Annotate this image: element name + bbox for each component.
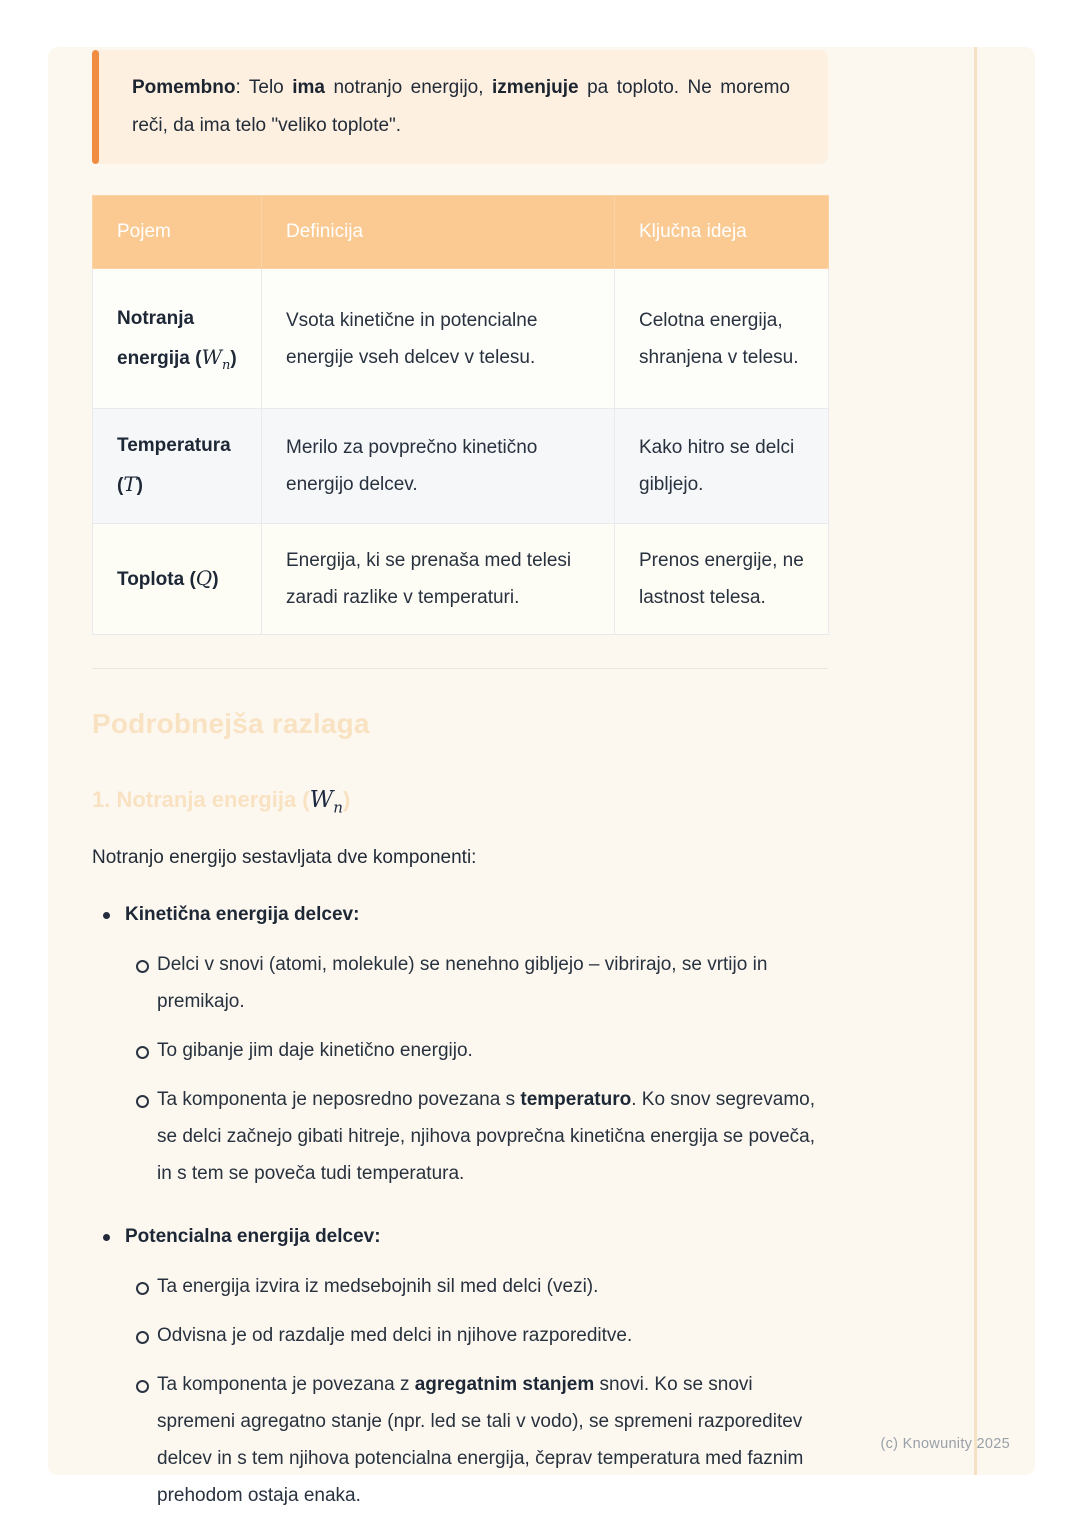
math-symbol: T (123, 472, 137, 496)
bullet-group-kineticna (92, 896, 828, 1192)
page-edge-divider (974, 47, 977, 1475)
section-divider (92, 668, 828, 669)
list-item: Odvisna je od razdalje med delci in njihove razporeditve. (92, 1317, 828, 1354)
definition-cell: Merilo za povprečno kinetično energijo delcev. (262, 409, 615, 524)
copyright-notice: (c) Knowunity 2025 (880, 1436, 1010, 1452)
sub-bullet-list (92, 1268, 828, 1514)
term-cell: Toplota (Q) (93, 524, 262, 635)
definition-cell: Energija, ki se prenaša med telesi zaradi razlike v temperaturi. (262, 524, 615, 635)
important-callout (92, 50, 828, 164)
math-symbol: Q (195, 566, 213, 590)
table-row (93, 269, 829, 409)
table-row (93, 409, 829, 524)
intro-paragraph: Notranjo energijo sestavljata dve komponenti: (92, 847, 477, 868)
list-item: Delci v snovi (atomi, molekule) se nenehno gibljejo – vibrirajo, se vrtijo in premikajo. (92, 946, 828, 1020)
table-row (93, 524, 829, 635)
term-cell: Temperatura (T) (93, 409, 262, 524)
bullet-group-title: Kinetična energija delcev: (92, 896, 828, 934)
bullet-group-potencialna (92, 1218, 828, 1514)
subsection-title: 1. Notranja energija $(W_n)$ (92, 787, 351, 817)
table-header-row (93, 196, 829, 269)
idea-cell: Prenos energije, ne lastnost telesa. (615, 524, 829, 635)
list-item: To gibanje jim daje kinetično energijo. (92, 1032, 828, 1069)
concepts-table (92, 195, 829, 635)
section-title: Podrobnejša razlaga (92, 708, 370, 739)
list-item: Ta komponenta je neposredno povezana s temperaturo. Ko snov segrevamo, se delci začnejo gibati hitreje, njihova povprečna kinetična energija se poveča, in s tem se poveča tudi temperatura. (92, 1081, 828, 1192)
definition-cell: Vsota kinetične in potencialne energije vseh delcev v telesu. (262, 269, 615, 409)
term-cell: Notranja energija $(W_n)$ (93, 269, 262, 409)
bullet-group-title: Potencialna energija delcev: (92, 1218, 828, 1256)
callout-lead: Pomembno (132, 77, 236, 98)
idea-cell: Kako hitro se delci gibljejo. (615, 409, 829, 524)
idea-cell: Celotna energija, shranjena v telesu. (615, 269, 829, 409)
callout-text: Pomembno: Telo ima notranjo energijo, izmenjuje pa toploto. Ne moremo reči, da ima telo "veliko toplote". (132, 77, 790, 136)
column-header-kljucna-ideja: Ključna ideja (615, 196, 829, 269)
column-header-pojem: Pojem (93, 196, 262, 269)
callout-accent-bar (92, 50, 99, 164)
document-content (92, 47, 828, 1514)
list-item: Ta energija izvira iz medsebojnih sil med delci (vezi). (92, 1268, 828, 1305)
list-item: Ta komponenta je povezana z agregatnim stanjem snovi. Ko se snovi spremeni agregatno stanje (npr. led se tali v vodo), se spremeni razporeditev delcev in s tem njihova potencialna energija, čeprav temperatura med faznim prehodom ostaja enaka. (92, 1366, 828, 1514)
math-symbol: $W_n$ (201, 344, 231, 373)
sub-bullet-list (92, 946, 828, 1192)
document-page (48, 47, 1035, 1506)
column-header-definicija: Definicija (262, 196, 615, 269)
math-symbol: $W_n$ (309, 787, 343, 817)
